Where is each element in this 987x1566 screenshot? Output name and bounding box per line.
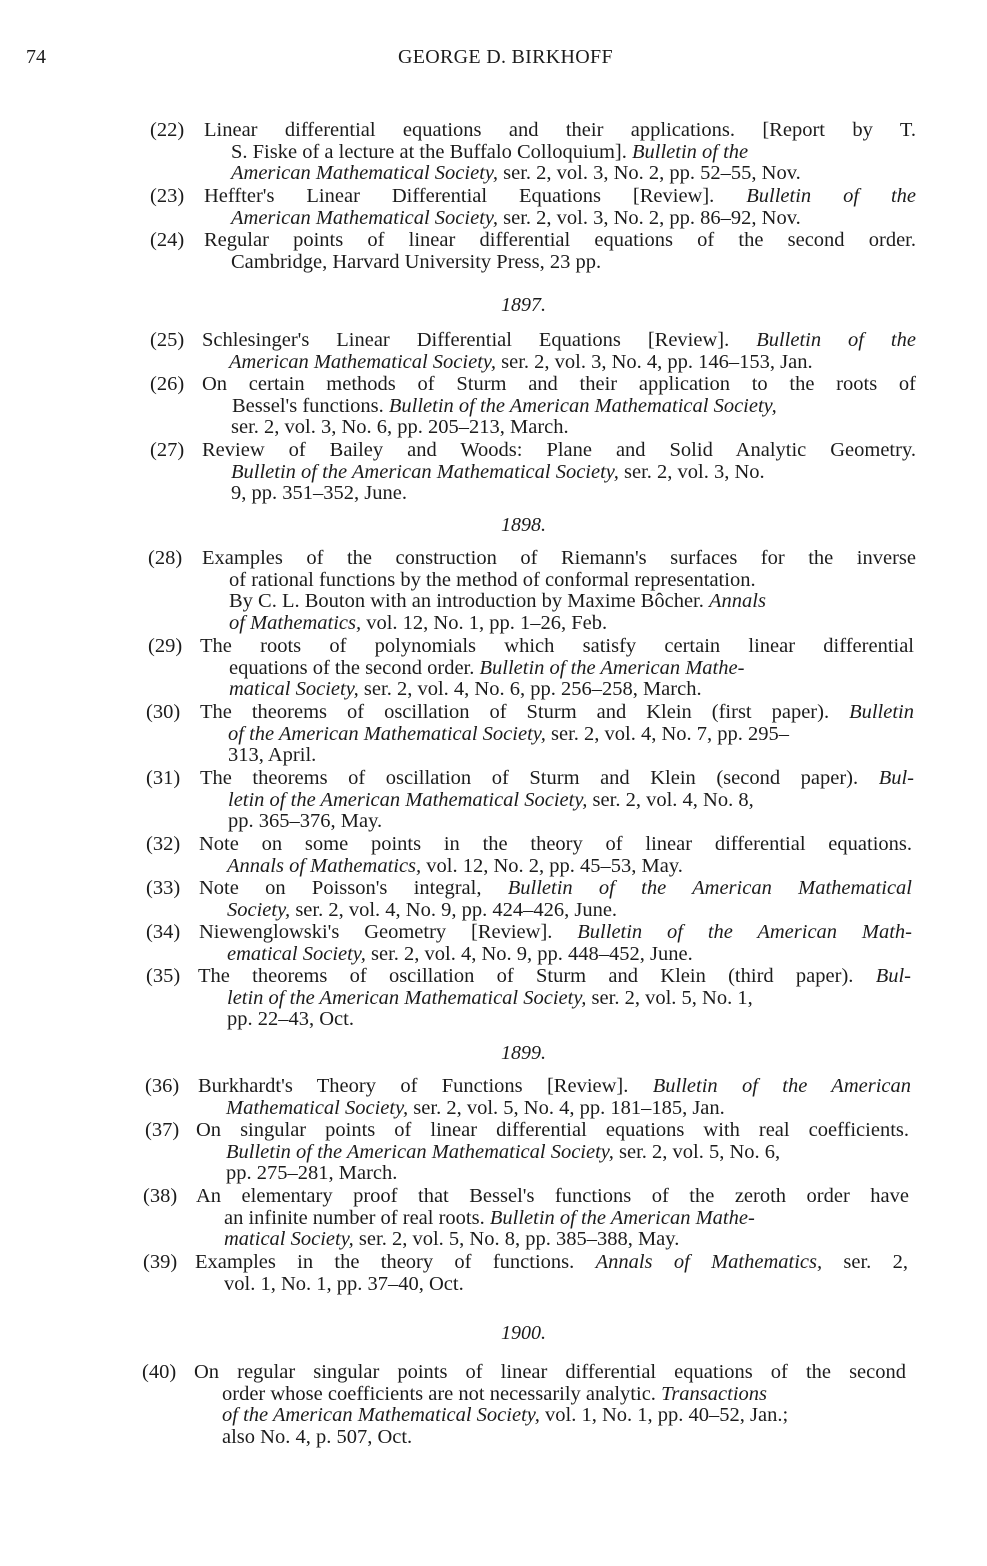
bib-entry-28: [0, 548, 987, 636]
entry-line: The theorems of oscillation of Sturm and Klein (third paper). Bul-: [198, 965, 912, 987]
entry-line: Regular points of linear differential equations of the second order.: [204, 229, 916, 251]
entry-line: On singular points of linear differential equations with real coefficients.: [196, 1119, 909, 1141]
entry-number: (22): [150, 119, 185, 141]
bib-entry-24: [0, 230, 987, 274]
entry-line: 9, pp. 351–352, June.: [231, 482, 407, 504]
entry-line: Burkhardt's Theory of Functions [Review]. Bulletin of the American: [198, 1075, 912, 1097]
entry-line: S. Fiske of a lecture at the Buffalo Colloquium]. Bulletin of the: [231, 140, 749, 163]
entry-line: American Mathematical Society, ser. 2, vol. 3, No. 2, pp. 86–92, Nov.: [231, 206, 801, 229]
year-heading-1898: 1898.: [501, 514, 546, 536]
bib-entry-22: [0, 120, 987, 186]
entry-line: an infinite number of real roots. Bulletin of the American Mathe-: [224, 1206, 755, 1229]
entry-number: (28): [148, 547, 183, 569]
bib-entry-37: [0, 1120, 987, 1186]
entry-line: The theorems of oscillation of Sturm and Klein (first paper). Bulletin: [200, 701, 914, 723]
entry-line: matical Society, ser. 2, vol. 5, No. 8, pp. 385–388, May.: [224, 1228, 680, 1250]
entry-line: of rational functions by the method of conformal representation.: [229, 568, 756, 591]
entry-line: ser. 2, vol. 3, No. 6, pp. 205–213, March.: [231, 416, 569, 438]
bib-entry-33: [0, 878, 987, 922]
entry-number: (39): [143, 1251, 178, 1273]
entry-line: Cambridge, Harvard University Press, 23 pp.: [231, 250, 602, 273]
entry-number: (34): [146, 921, 181, 943]
entry-line: On certain methods of Sturm and their application to the roots of: [202, 373, 916, 395]
entry-number: (30): [146, 701, 181, 723]
entry-number: (32): [146, 833, 181, 855]
entry-line: 313, April.: [228, 744, 317, 766]
entry-number: (36): [145, 1075, 180, 1097]
entry-line: An elementary proof that Bessel's functions of the zeroth order have: [196, 1185, 909, 1207]
entry-number: (38): [143, 1185, 178, 1207]
bib-entry-32: [0, 834, 987, 878]
entry-number: (31): [146, 767, 181, 789]
entry-line: Examples in the theory of functions. Annals of Mathematics, ser. 2,: [195, 1251, 908, 1273]
bib-entry-26: [0, 374, 987, 440]
bib-entry-31: [0, 768, 987, 834]
entry-line: pp. 365–376, May.: [228, 810, 383, 832]
page-number: 74: [26, 46, 46, 68]
year-heading-1900: 1900.: [501, 1322, 546, 1344]
entry-number: (26): [150, 373, 185, 395]
entry-line: Linear differential equations and their applications. [Report by T.: [204, 119, 916, 141]
entry-line: vol. 1, No. 1, pp. 37–40, Oct.: [224, 1272, 464, 1295]
bib-entry-27: [0, 440, 987, 506]
entry-line: Review of Bailey and Woods: Plane and Solid Analytic Geometry.: [202, 439, 916, 461]
entry-line: Schlesinger's Linear Differential Equations [Review]. Bulletin of the: [202, 329, 916, 351]
entry-number: (25): [150, 329, 185, 351]
entry-line: Annals of Mathematics, vol. 12, No. 2, pp. 45–53, May.: [227, 854, 683, 877]
entry-line: pp. 275–281, March.: [226, 1162, 398, 1184]
running-head: GEORGE D. BIRKHOFF: [398, 46, 613, 68]
bibliography-list: [0, 120, 987, 1450]
entry-line: American Mathematical Society, ser. 2, vol. 3, No. 4, pp. 146–153, Jan.: [229, 350, 813, 373]
entry-line: Niewenglowski's Geometry [Review]. Bulletin of the American Math-: [199, 921, 913, 943]
entry-line: of the American Mathematical Society, ser. 2, vol. 4, No. 7, pp. 295–: [228, 722, 790, 745]
entry-line: pp. 22–43, Oct.: [227, 1008, 354, 1030]
entry-number: (23): [150, 185, 185, 207]
entry-line: also No. 4, p. 507, Oct.: [222, 1425, 413, 1448]
entry-line: letin of the American Mathematical Society, ser. 2, vol. 4, No. 8,: [228, 788, 754, 811]
entry-line: On regular singular points of linear differential equations of the second: [194, 1361, 906, 1383]
bib-entry-38: [0, 1186, 987, 1252]
entry-line: Society, ser. 2, vol. 4, No. 9, pp. 424–426, June.: [227, 898, 618, 921]
entry-line: American Mathematical Society, ser. 2, vol. 3, No. 2, pp. 52–55, Nov.: [231, 162, 801, 184]
bib-entry-35: [0, 966, 987, 1032]
bib-entry-25: [0, 330, 987, 374]
entry-number: (33): [146, 877, 181, 899]
entry-line: The roots of polynomials which satisfy certain linear differential: [200, 635, 914, 657]
entry-line: of the American Mathematical Society, vol. 1, No. 1, pp. 40–52, Jan.;: [222, 1404, 789, 1426]
entry-line: matical Society, ser. 2, vol. 4, No. 6, pp. 256–258, March.: [229, 678, 702, 700]
bib-entry-23: [0, 186, 987, 230]
entry-line: order whose coefficients are not necessarily analytic. Transactions: [222, 1382, 768, 1405]
entry-line: Mathematical Society, ser. 2, vol. 5, No. 4, pp. 181–185, Jan.: [226, 1096, 725, 1119]
entry-line: Bulletin of the American Mathematical Society, ser. 2, vol. 3, No.: [231, 460, 765, 483]
year-heading-1899: 1899.: [501, 1042, 546, 1064]
bib-entry-30: [0, 702, 987, 768]
bib-entry-39: [0, 1252, 987, 1296]
entry-line: Note on some points in the theory of linear differential equations.: [199, 833, 912, 855]
entry-line: The theorems of oscillation of Sturm and Klein (second paper). Bul-: [200, 767, 915, 789]
entry-line: Heffter's Linear Differential Equations [Review]. Bulletin of the: [204, 185, 916, 207]
entry-number: (27): [150, 439, 185, 461]
entry-line: Bessel's functions. Bulletin of the American Mathematical Society,: [232, 394, 777, 417]
bib-entry-40: [0, 1362, 987, 1450]
bib-entry-36: [0, 1076, 987, 1120]
entry-number: (40): [142, 1361, 177, 1383]
entry-line: By C. L. Bouton with an introduction by Maxime Bôcher. Annals: [229, 590, 766, 612]
entry-line: ematical Society, ser. 2, vol. 4, No. 9, pp. 448–452, June.: [227, 942, 693, 965]
entry-line: of Mathematics, vol. 12, No. 1, pp. 1–26, Feb.: [229, 611, 608, 634]
bib-entry-29: [0, 636, 987, 702]
entry-line: Examples of the construction of Riemann's surfaces for the inverse: [202, 547, 916, 569]
entry-number: (24): [150, 229, 185, 251]
entry-number: (37): [145, 1119, 180, 1141]
entry-line: letin of the American Mathematical Society, ser. 2, vol. 5, No. 1,: [227, 986, 753, 1009]
entry-number: (29): [148, 635, 183, 657]
entry-line: Bulletin of the American Mathematical Society, ser. 2, vol. 5, No. 6,: [226, 1140, 781, 1163]
entry-line: Note on Poisson's integral, Bulletin of the American Mathematical: [199, 877, 912, 899]
year-heading-1897: 1897.: [501, 294, 546, 316]
bib-entry-34: [0, 922, 987, 966]
entry-line: equations of the second order. Bulletin of the American Mathe-: [229, 656, 745, 679]
entry-number: (35): [146, 965, 181, 987]
